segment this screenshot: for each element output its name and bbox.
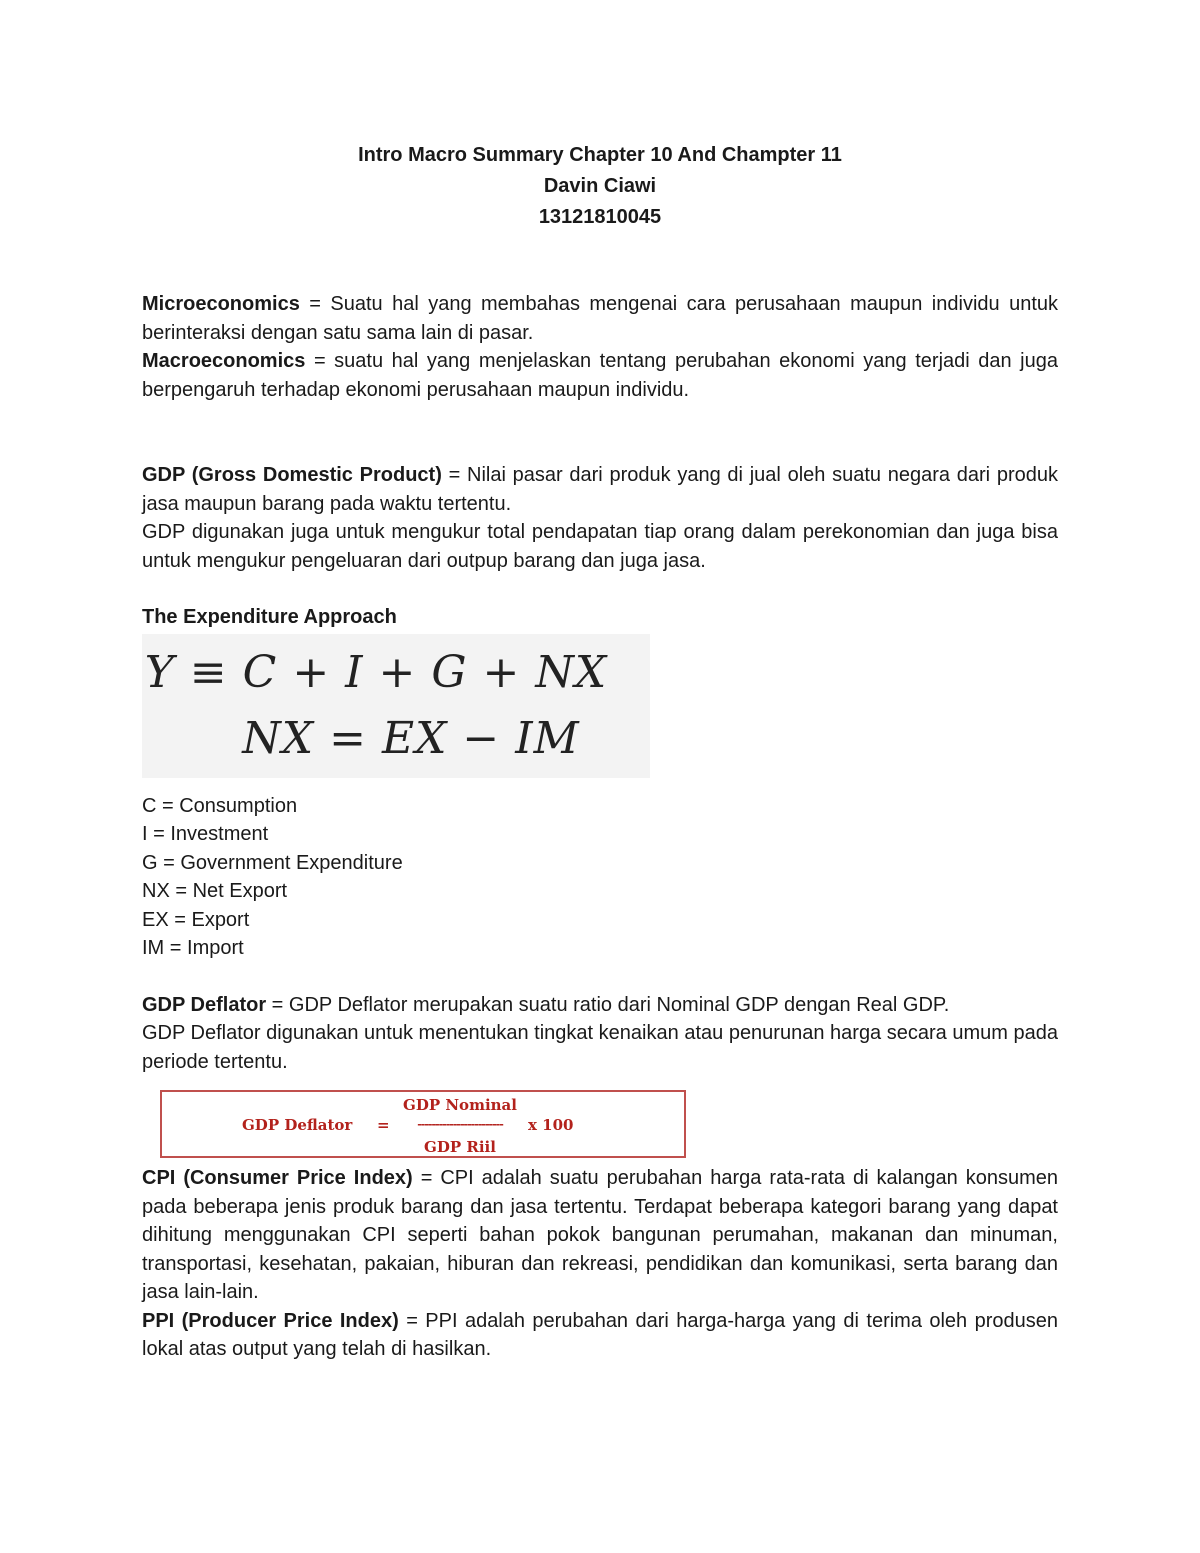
student-id: 13121810045: [538, 206, 662, 228]
net-export-formula: NX = EX − IM: [242, 712, 580, 764]
microeconomics-term: Microeconomics: [142, 293, 300, 315]
formula-equals: =: [377, 1116, 390, 1134]
document-page: [142, 140, 1058, 1364]
legend-item: G = Government Expenditure: [142, 851, 403, 874]
legend-item: IM = Import: [142, 937, 244, 959]
macroeconomics-term: Macroeconomics: [142, 350, 306, 372]
title-block: [142, 140, 1058, 233]
microeconomics-definition: [142, 290, 1058, 347]
gdp-deflator-term: GDP Deflator: [142, 993, 267, 1016]
microeconomics-text: = Suatu hal yang membahas mengenai cara perusahaan maupun individu untuk berinteraksi dengan satu sama lain di pasar.: [142, 293, 1058, 344]
gdp-term: GDP (Gross Domestic Product): [142, 464, 442, 486]
cpi-term: CPI (Consumer Price Index): [142, 1167, 413, 1189]
gdp-identity-formula: Y ≡ C + I + G + NX: [144, 646, 608, 698]
ppi-definition: [142, 1307, 1058, 1364]
variable-legend: [142, 792, 1058, 963]
legend-item: C = Consumption: [142, 794, 298, 817]
formula-multiplier: x 100: [528, 1116, 574, 1134]
formula-denominator: GDP Riil: [424, 1138, 496, 1156]
cpi-text: = CPI adalah suatu perubahan harga rata-rata di kalangan konsumen pada beberapa jenis produk barang dan jasa tertentu. Terdapat beberapa kategori barang yang dapat dihitung menggunakan CPI seperti bahan pokok bangunan perumahan, makanan dan minuman, transportasi, kesehatan, pakaian, hiburan dan rekreasi, pendidikan dan komunikasi, serta barang dan jasa lain-lain.: [142, 1167, 1058, 1303]
macroeconomics-text: = suatu hal yang menjelaskan tentang perubahan ekonomi yang terjadi dan juga berpengaruh terhadap ekonomi perusahaan maupun individu.: [142, 350, 1058, 401]
formula-numerator: GDP Nominal: [403, 1096, 517, 1114]
legend-item: NX = Net Export: [142, 880, 288, 902]
macroeconomics-definition: [142, 347, 1058, 404]
gdp-deflator-definition: [142, 991, 1058, 1020]
gdp-usage: GDP digunakan juga untuk mengukur total pendapatan tiap orang dalam perekonomian dan juga bisa untuk mengukur pengeluaran dari outpup barang dan juga jasa.: [142, 521, 1058, 572]
gdp-deflator-usage: GDP Deflator digunakan untuk menentukan tingkat kenaikan atau penurunan harga secara umum pada periode tertentu.: [142, 1022, 1058, 1073]
gdp-deflator-text: = GDP Deflator merupakan suatu ratio dari Nominal GDP dengan Real GDP.: [266, 993, 950, 1016]
expenditure-heading: [142, 603, 1058, 632]
expenditure-formula-image: [142, 634, 650, 778]
legend-item: EX = Export: [142, 908, 250, 931]
gdp-text: = Nilai pasar dari produk yang di jual oleh suatu negara dari produk jasa maupun barang pada waktu tertentu.: [142, 464, 1058, 515]
cpi-definition: [142, 1164, 1058, 1307]
gdp-deflator-formula-image: [160, 1090, 686, 1158]
formula-lhs: GDP Deflator: [242, 1116, 353, 1134]
gdp-definition: [142, 461, 1058, 518]
document-title: Intro Macro Summary Chapter 10 And Champter 11: [358, 144, 842, 166]
formula-fraction-bar: ------------------------: [417, 1118, 503, 1131]
ppi-text: = PPI adalah perubahan dari harga-harga yang di terima oleh produsen lokal atas output yang telah di hasilkan.: [142, 1309, 1058, 1360]
ppi-term: PPI (Producer Price Index): [142, 1309, 399, 1332]
author-name: Davin Ciawi: [543, 175, 657, 197]
legend-item: I = Investment: [142, 823, 269, 845]
expenditure-heading-text: The Expenditure Approach: [142, 606, 397, 628]
